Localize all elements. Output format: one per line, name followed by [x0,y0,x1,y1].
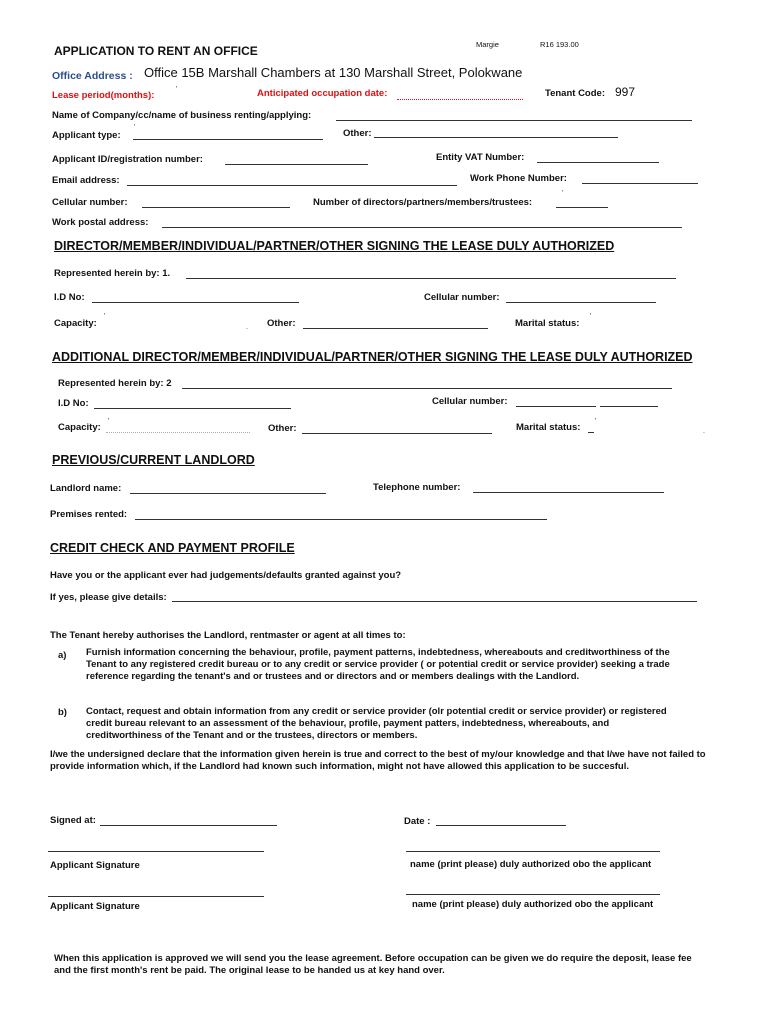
applicant-id-label: Applicant ID/registration number: [52,154,203,165]
director1-cell-label: Cellular number: [424,292,500,303]
vat-number-field[interactable] [537,162,659,163]
work-phone-label: Work Phone Number: [470,173,567,184]
credit-check-heading: CREDIT CHECK AND PAYMENT PROFILE [50,541,295,555]
work-phone-field[interactable] [582,183,698,184]
clause-b-letter: b) [58,707,67,718]
form-title: APPLICATION TO RENT AN OFFICE [54,44,258,58]
landlord-name-field[interactable] [130,493,326,494]
postal-address-field[interactable] [162,227,682,228]
represented-by-1-label: Represented herein by: 1. [54,268,171,279]
director2-marital-label: Marital status: [516,422,581,433]
applicant-signature-line-1[interactable] [48,851,264,852]
occupation-date-label: Anticipated occupation date: [257,88,388,99]
company-name-field[interactable] [336,120,692,121]
applicant-type-field[interactable] [133,139,323,140]
tick-mark: ' [104,313,106,320]
footer-note: When this application is approved we will send you the lease agreement. Before occupation can be given we do require the deposit, lease fee and the first month's rent be paid. The original lease to be handed us at key hand over. [54,953,692,976]
director2-cell-label: Cellular number: [432,396,508,407]
signed-at-label: Signed at: [50,815,96,826]
director2-capacity-label: Capacity: [58,422,101,433]
tick-mark: . [246,324,248,331]
landlord-phone-field[interactable] [473,492,664,493]
judgements-question: Have you or the applicant ever had judgements/defaults granted against you? [50,570,402,581]
director1-id-label: I.D No: [54,292,85,303]
details-label: If yes, please give details: [50,592,167,603]
print-name-line-2[interactable] [406,894,660,895]
tenant-code-value: 997 [615,85,636,99]
tick-mark: ' [562,190,564,197]
director2-cell-field[interactable] [516,406,596,407]
clause-a-text: Furnish information concerning the behaviour, profile, payment patterns, indebtedness, whereabouts and creditworthiness of the Tenant to any registered credit bureau or to any credit or service provider ( or potential credit or service provider) seeking a trade reference regarding the tenant's and or trustees and or directors and or members dealings with the Landlord. [86,647,670,682]
applicant-cell-field[interactable] [142,207,290,208]
director2-other-label: Other: [268,423,297,434]
landlord-heading: PREVIOUS/CURRENT LANDLORD [52,453,255,467]
director1-other-field[interactable] [303,328,488,329]
tick-mark: ' [176,86,178,93]
director-heading: DIRECTOR/MEMBER/INDIVIDUAL/PARTNER/OTHER SIGNING THE LEASE DULY AUTHORIZED [54,239,615,253]
clause-a-letter: a) [58,650,67,661]
clause-b-text: Contact, request and obtain information from any credit or service provider (olr potential credit or service provider) or registered credit bureau relevant to an assessment of the behaviour, profile, payment patters, indebtedness, whereabouts, and creditworthiness of the Tenant and or the trustees, directors or members. [86,706,667,741]
director2-other-field[interactable] [302,433,492,434]
tick-mark: . [703,428,705,435]
declaration-text: I/we the undersigned declare that the information given herein is true and correct to the best of my/our knowledge and that I/we have not failed to provide information which, if the Landlord had known such information, might not have allowed this application to be succesful. [50,749,706,772]
director1-other-label: Other: [267,318,296,329]
details-field[interactable] [172,601,697,602]
applicant-signature-2-label: Applicant Signature [50,901,140,912]
email-field[interactable] [127,185,457,186]
directors-count-field[interactable] [556,207,608,208]
applicant-cell-label: Cellular number: [52,197,128,208]
date-label: Date : [404,816,431,827]
director1-marital-label: Marital status: [515,318,580,329]
print-name-line-1[interactable] [406,851,660,852]
director1-capacity-label: Capacity: [54,318,97,329]
tick-mark: ' [595,418,597,425]
director2-cell-field-ext[interactable] [600,406,658,407]
company-name-label: Name of Company/cc/name of business renting/applying: [52,110,312,121]
director1-id-field[interactable] [92,302,299,303]
represented-by-1-field[interactable] [186,278,676,279]
applicant-other-field[interactable] [374,137,618,138]
vat-number-label: Entity VAT Number: [436,152,525,163]
tick-mark: ' [134,124,136,131]
landlord-phone-label: Telephone number: [373,482,461,493]
tick-mark: ' [590,313,592,320]
email-label: Email address: [52,175,120,186]
signed-at-field[interactable] [100,825,277,826]
director2-capacity-field[interactable] [106,432,250,433]
director2-id-label: I.D No: [58,398,89,409]
margie-label: Margie [476,40,499,49]
directors-count-label: Number of directors/partners/members/trustees: [313,197,533,208]
director2-marital-field[interactable] [588,432,594,433]
tenant-code-label: Tenant Code: [545,88,605,99]
postal-address-label: Work postal address: [52,217,149,228]
date-field[interactable] [436,825,566,826]
amount-value: R16 193.00 [540,40,579,49]
represented-by-2-field[interactable] [182,388,672,389]
occupation-date-field[interactable] [397,99,523,100]
print-name-1-label: name (print please) duly authorized obo the applicant [410,859,652,870]
director2-id-field[interactable] [94,408,291,409]
applicant-other-label: Other: [343,128,372,139]
premises-label: Premises rented: [50,509,128,520]
print-name-2-label: name (print please) duly authorized obo the applicant [412,899,654,910]
office-address-value: Office 15B Marshall Chambers at 130 Marshall Street, Polokwane [144,65,523,80]
applicant-id-field[interactable] [225,164,368,165]
lease-period-label: Lease period(months): [52,90,155,101]
director1-cell-field[interactable] [506,302,656,303]
office-address-label: Office Address : [52,70,133,82]
applicant-type-label: Applicant type: [52,130,121,141]
applicant-signature-line-2[interactable] [48,896,264,897]
tick-mark: ' [108,418,110,425]
additional-director-heading: ADDITIONAL DIRECTOR/MEMBER/INDIVIDUAL/PARTNER/OTHER SIGNING THE LEASE DULY AUTHORIZED [52,350,693,364]
landlord-name-label: Landlord name: [50,483,122,494]
authorise-text: The Tenant hereby authorises the Landlord, rentmaster or agent at all times to: [50,630,406,641]
applicant-signature-1-label: Applicant Signature [50,860,140,871]
represented-by-2-label: Represented herein by: 2 [58,378,172,389]
premises-field[interactable] [135,519,547,520]
